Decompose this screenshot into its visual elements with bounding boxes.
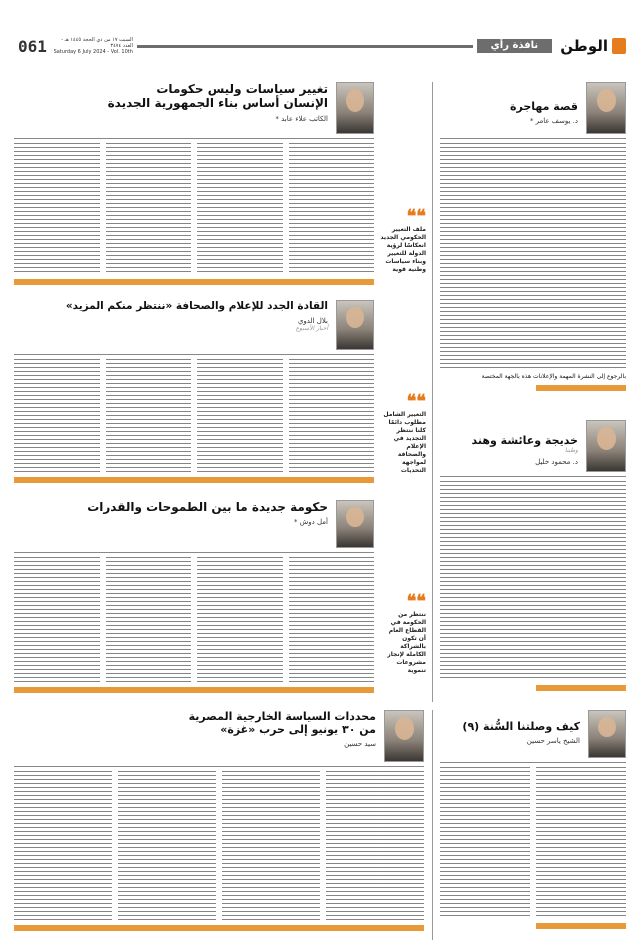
newspaper-page	[14, 0, 626, 951]
section-label: نافذة رأي	[477, 39, 553, 53]
side-article-2	[440, 420, 626, 702]
issue-line-en: Saturday 6 July 2024 - Vol. 10th	[53, 49, 133, 55]
author-photo	[588, 710, 626, 758]
article-body	[440, 143, 626, 369]
article-author: بلال الدوي	[297, 316, 328, 325]
author-photo	[384, 710, 424, 762]
side-article-3	[440, 710, 626, 940]
article-4	[14, 710, 424, 940]
article-body	[440, 481, 626, 681]
article-title: تغيير سياسات وليس حكومات الإنسان أساس بناء الجمهورية الجديدة	[107, 82, 328, 111]
logo-mark-icon	[612, 38, 626, 54]
article-body	[14, 557, 374, 683]
pull-quote-1	[380, 206, 426, 274]
author-photo	[586, 420, 626, 472]
article-3	[14, 500, 374, 700]
issue-line-ar: السبت ١٧ من ذي الحجة ١٤٤٥ هـ - العدد ٣٤٧٤	[61, 37, 133, 49]
article-footer-bar	[14, 925, 424, 931]
masthead	[14, 34, 626, 58]
article-tag: أخبار الأسبوع	[295, 324, 328, 332]
author-photo	[586, 82, 626, 134]
article-title: القادة الجدد للإعلام والصحافة «ننتظر منكم المزيد»	[65, 300, 328, 312]
article-body	[440, 767, 626, 919]
pull-quote-2	[380, 391, 426, 475]
article-body	[14, 771, 424, 921]
article-footer-bar	[14, 687, 374, 693]
pull-quote-text: ننتظر من الحكومة في القطاع العام أن تكون بالشراكة الكاملة لإنجاز مشروعات تنموية	[387, 611, 426, 674]
article-footer-bar	[536, 385, 626, 391]
article-body	[14, 143, 374, 275]
column-separator	[432, 710, 433, 940]
article-2	[14, 300, 374, 490]
article-footer-bar	[14, 477, 374, 483]
article-title: محددات السياسة الخارجية المصرية من ٣٠ يونيو إلى حرب «غزة»	[188, 710, 376, 737]
masthead-rule	[137, 45, 473, 48]
article-tag: وطننا	[564, 447, 578, 455]
article-body	[14, 359, 374, 473]
page-number: 061	[18, 36, 47, 56]
article-footer-bar	[14, 279, 374, 285]
article-title: قصة مهاجرة	[509, 100, 578, 113]
quote-icon: ❝❝	[406, 206, 426, 227]
logo-text: الوطن	[560, 37, 608, 55]
article-author: سيد حسين	[344, 740, 376, 749]
article-author: الشيخ ياسر حسين	[526, 737, 580, 746]
article-footer-bar	[536, 685, 626, 691]
issue-info	[53, 37, 133, 55]
quote-icon: ❝❝	[406, 591, 426, 612]
article-author: د. محمود خليل	[535, 458, 578, 467]
author-photo	[336, 300, 374, 350]
article-title: حكومة جديدة ما بين الطموحات والقدرات	[87, 500, 328, 514]
author-photo	[336, 82, 374, 134]
article-title: خديجة وعائشة وهند	[471, 434, 578, 447]
article-author: أمل دوش *	[294, 518, 328, 527]
quote-icon: ❝❝	[406, 391, 426, 412]
article-footer-bar	[536, 923, 626, 929]
side-article-1	[440, 82, 626, 412]
article-note: بالرجوع إلى النشرة المهمة والإعلانات هذه بالجهة المختصة	[481, 373, 626, 380]
article-author: د. يوسف عامر *	[529, 117, 578, 126]
pull-quote-3	[380, 591, 426, 675]
author-photo	[336, 500, 374, 548]
article-title: كيف وصلتنا السُّنة (٩)	[462, 720, 580, 733]
pull-quote-text: التغيير الشامل مطلوب دائمًا كلنا ننتظر التجديد في الإعلام والصحافة لمواجهة التحديات	[383, 411, 426, 474]
pull-quote-text: ملف التغيير الحكومي الجديد انعكاسًا لرؤية الدولة للتغيير وبناء سياسات وطنية قوية	[380, 226, 426, 273]
article-1	[14, 82, 374, 292]
column-separator	[432, 82, 433, 702]
newspaper-logo	[560, 37, 626, 55]
article-author: الكاتب علاء عابد *	[275, 114, 328, 123]
